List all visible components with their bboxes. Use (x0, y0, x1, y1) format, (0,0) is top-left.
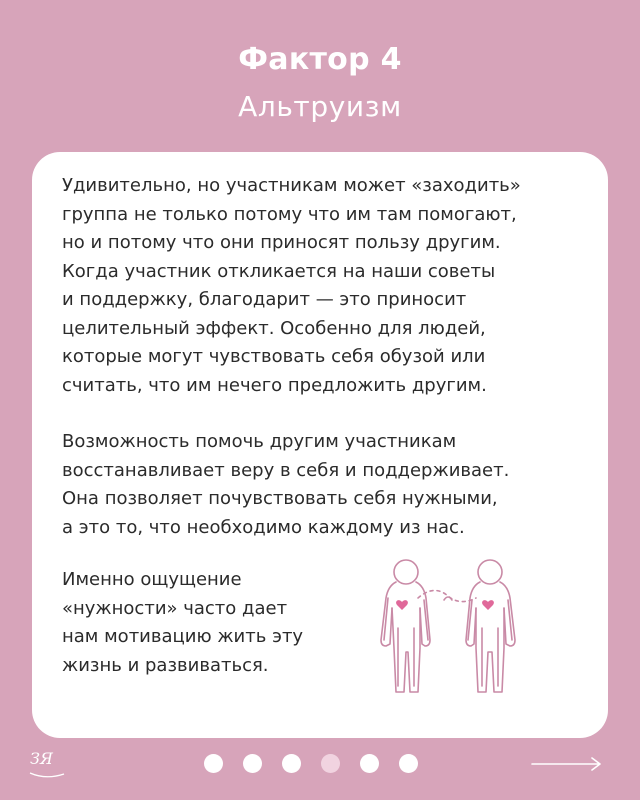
page-dot[interactable] (282, 754, 301, 773)
pagination (204, 754, 418, 773)
paragraph-motivation: Именно ощущение «нужности» часто дает нам мотивацию жить эту жизнь и развиваться. (62, 569, 304, 676)
arrow-right-icon[interactable] (530, 754, 604, 774)
page-dot[interactable] (204, 754, 223, 773)
page-dot-active[interactable] (321, 754, 340, 773)
page-title: Фактор 4 (238, 42, 402, 77)
paragraph-restore: Возможность помочь другим участникам восстанавливает веру в себя и поддерживает. Она позволяет почувствовать себя нужными, а это то, что необходимо каждому из нас. (62, 431, 510, 538)
page-dot[interactable] (243, 754, 262, 773)
page-dot[interactable] (399, 754, 418, 773)
two-people-heart-illustration (348, 548, 548, 698)
page-dot[interactable] (360, 754, 379, 773)
logo-text: ЗЯ (30, 749, 53, 768)
paragraph-intro: Удивительно, но участникам может «заходить» группа не только потому что им там помогают, но и потому что они приносят пользу другим. Когда участник откликается на наши советы и поддержку, благодарит — это приносит целительный эффект. Особенно для людей, которые могут чувствовать себя обузой или считать, что им нечего предложить другим. (62, 175, 521, 396)
page-subtitle: Альтруизм (238, 90, 402, 123)
